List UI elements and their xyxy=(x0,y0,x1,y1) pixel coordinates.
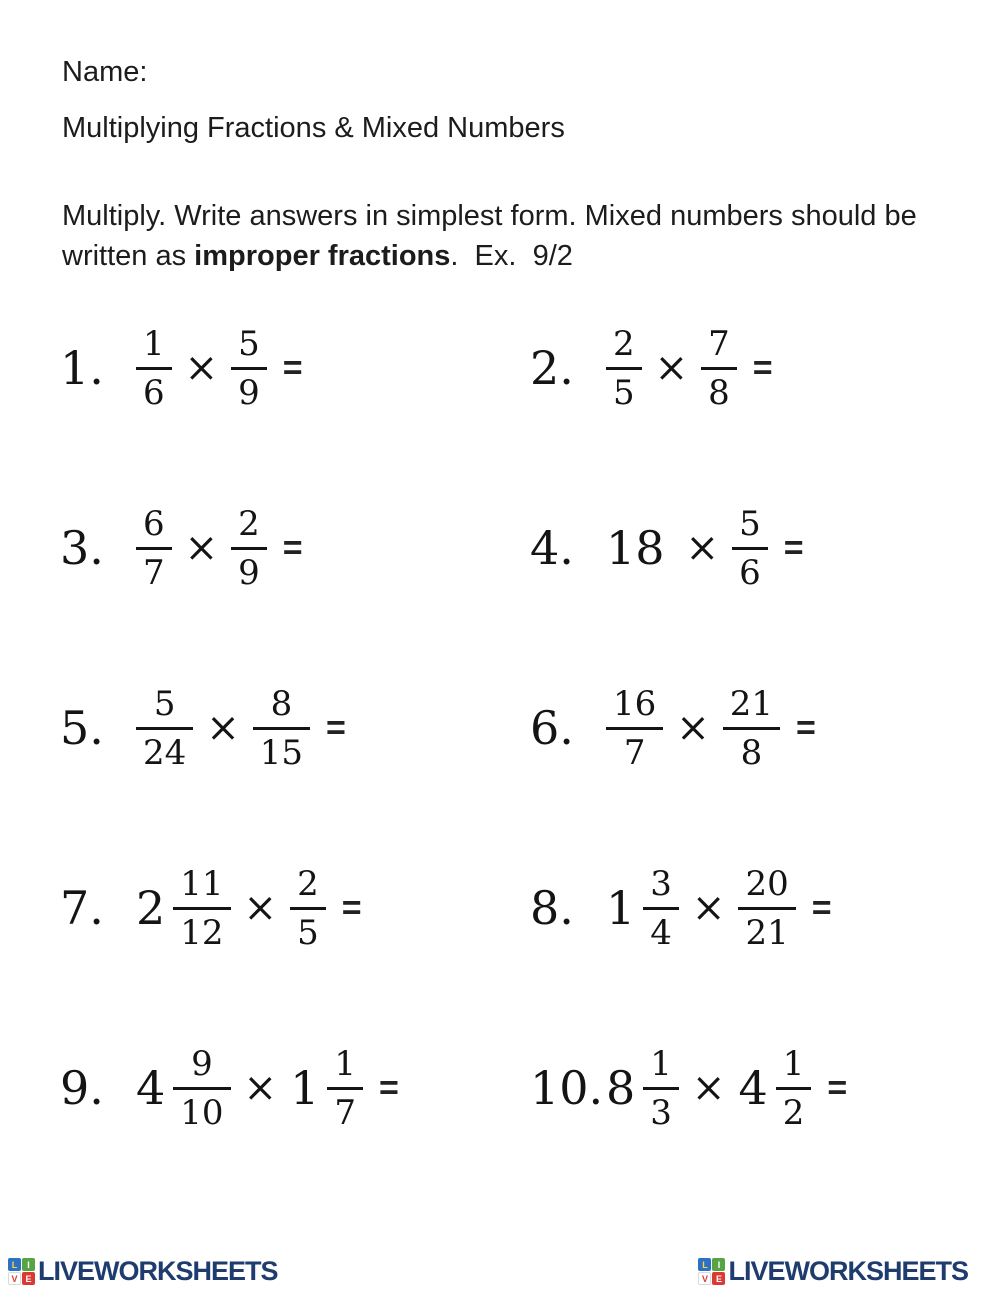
logo-tile-i: I xyxy=(22,1258,35,1271)
logo-tile-l: L xyxy=(698,1258,711,1271)
denominator: 7 xyxy=(136,547,172,590)
multiply-sign: × xyxy=(243,885,278,931)
problem-number: 9. xyxy=(60,1061,104,1115)
denominator: 15 xyxy=(253,727,310,770)
problem-5 xyxy=(60,638,530,818)
liveworksheets-icon xyxy=(8,1258,35,1285)
problem-expression xyxy=(606,863,832,953)
denominator: 9 xyxy=(231,547,267,590)
fraction xyxy=(643,1043,679,1133)
problem-number: 1. xyxy=(60,341,104,395)
liveworksheets-wordmark: LIVEWORKSHEETS xyxy=(38,1256,278,1286)
multiply-sign: × xyxy=(676,705,710,751)
problem-expression xyxy=(606,503,804,593)
problem-expression xyxy=(136,683,346,773)
problem-expression xyxy=(606,323,773,413)
liveworksheets-icon xyxy=(698,1258,725,1285)
whole-number: 1 xyxy=(290,1061,320,1115)
problem-9 xyxy=(60,998,530,1178)
whole-number: 4 xyxy=(136,1061,166,1115)
fraction xyxy=(231,503,267,593)
multiply-sign: × xyxy=(206,705,240,751)
multiply-sign: × xyxy=(184,525,219,571)
numerator: 8 xyxy=(270,683,293,724)
problem-number: 10. xyxy=(530,1061,604,1115)
logo-tile-l: L xyxy=(8,1258,21,1271)
logo-tile-v: V xyxy=(698,1272,711,1285)
numerator: 5 xyxy=(238,323,260,364)
instructions-bold-phrase: improper fractions xyxy=(194,240,451,272)
liveworksheets-wordmark: LIVEWORKSHEETS xyxy=(728,1256,968,1286)
problem-10 xyxy=(530,998,960,1178)
denominator: 7 xyxy=(606,727,663,770)
liveworksheets-logo-right xyxy=(698,1256,968,1287)
problem-3 xyxy=(60,458,530,638)
footer xyxy=(0,1256,1000,1287)
problem-8 xyxy=(530,818,960,998)
numerator: 2 xyxy=(238,503,260,544)
whole-number: 18 xyxy=(606,521,665,575)
problem-1 xyxy=(60,278,530,458)
denominator: 12 xyxy=(173,907,230,950)
numerator: 7 xyxy=(708,323,730,364)
numerator: 9 xyxy=(191,1043,213,1084)
numerator: 21 xyxy=(729,683,774,724)
equals-sign: = xyxy=(827,1069,848,1107)
worksheet-title: Multiplying Fractions & Mixed Numbers xyxy=(62,112,565,144)
problem-number: 7. xyxy=(60,881,104,935)
numerator: 1 xyxy=(782,1043,805,1084)
problem-2 xyxy=(530,278,960,458)
problems-grid xyxy=(60,278,960,1178)
problem-expression xyxy=(136,1043,399,1133)
problem-7 xyxy=(60,818,530,998)
problem-number: 2. xyxy=(530,341,574,395)
numerator: 20 xyxy=(745,863,789,904)
multiply-sign: × xyxy=(685,525,720,571)
fraction xyxy=(173,1043,230,1133)
numerator: 11 xyxy=(180,863,224,904)
fraction xyxy=(136,503,172,593)
equals-sign: = xyxy=(811,889,832,927)
equals-sign: = xyxy=(341,889,362,927)
instructions-line2-pre: written as xyxy=(62,240,195,272)
denominator: 2 xyxy=(776,1087,812,1130)
logo-tile-e: E xyxy=(22,1272,35,1285)
fraction xyxy=(643,863,679,953)
numerator: 3 xyxy=(650,863,672,904)
numerator: 1 xyxy=(143,323,165,364)
denominator: 8 xyxy=(723,727,780,770)
denominator: 10 xyxy=(173,1087,230,1130)
problem-number: 3. xyxy=(60,521,104,575)
denominator: 8 xyxy=(701,367,737,410)
numerator: 6 xyxy=(143,503,165,544)
denominator: 3 xyxy=(643,1087,679,1130)
instructions-line2-post: . Ex. 9/2 xyxy=(450,240,573,272)
fraction xyxy=(173,863,230,953)
name-label: Name: xyxy=(62,56,148,88)
numerator: 5 xyxy=(153,683,176,724)
liveworksheets-logo-left xyxy=(8,1256,278,1287)
whole-number: 8 xyxy=(606,1061,636,1115)
denominator: 6 xyxy=(136,367,172,410)
multiply-sign: × xyxy=(184,345,219,391)
multiply-sign: × xyxy=(243,1065,278,1111)
problem-number: 8. xyxy=(530,881,574,935)
fraction xyxy=(253,683,310,773)
fraction xyxy=(701,323,737,413)
numerator: 2 xyxy=(297,863,319,904)
multiply-sign: × xyxy=(654,345,689,391)
equals-sign: = xyxy=(378,1069,399,1107)
problem-number: 4. xyxy=(530,521,574,575)
problem-expression xyxy=(136,503,303,593)
numerator: 1 xyxy=(334,1043,356,1084)
instructions-line1: Multiply. Write answers in simplest form. Mixed numbers should be xyxy=(62,200,917,232)
denominator: 6 xyxy=(732,547,768,590)
numerator: 1 xyxy=(650,1043,672,1084)
problem-6 xyxy=(530,638,960,818)
denominator: 21 xyxy=(738,907,795,950)
fraction xyxy=(231,323,267,413)
denominator: 7 xyxy=(327,1087,363,1130)
equals-sign: = xyxy=(796,709,816,747)
fraction xyxy=(136,323,172,413)
numerator: 2 xyxy=(613,323,635,364)
fraction xyxy=(290,863,326,953)
logo-tile-i: I xyxy=(712,1258,725,1271)
whole-number: 2 xyxy=(136,881,166,935)
equals-sign: = xyxy=(282,349,303,387)
fraction xyxy=(723,683,780,773)
numerator: 5 xyxy=(739,503,761,544)
denominator: 4 xyxy=(643,907,679,950)
fraction xyxy=(738,863,795,953)
equals-sign: = xyxy=(783,529,804,567)
denominator: 9 xyxy=(231,367,267,410)
equals-sign: = xyxy=(282,529,303,567)
problem-expression xyxy=(136,863,362,953)
denominator: 5 xyxy=(606,367,642,410)
fraction xyxy=(327,1043,363,1133)
whole-number: 4 xyxy=(738,1061,768,1115)
problem-4 xyxy=(530,458,960,638)
fraction xyxy=(136,683,193,773)
denominator: 24 xyxy=(136,727,193,770)
fraction xyxy=(606,323,642,413)
equals-sign: = xyxy=(326,709,346,747)
multiply-sign: × xyxy=(691,885,726,931)
equals-sign: = xyxy=(752,349,773,387)
whole-number: 1 xyxy=(606,881,636,935)
instructions xyxy=(62,196,922,276)
fraction xyxy=(732,503,768,593)
denominator: 5 xyxy=(290,907,326,950)
problem-expression xyxy=(606,1043,848,1133)
fraction xyxy=(776,1043,812,1133)
logo-tile-e: E xyxy=(712,1272,725,1285)
multiply-sign: × xyxy=(691,1065,726,1111)
logo-tile-v: V xyxy=(8,1272,21,1285)
problem-expression xyxy=(606,683,816,773)
problem-expression xyxy=(136,323,303,413)
problem-number: 5. xyxy=(60,701,104,755)
fraction xyxy=(606,683,663,773)
numerator: 16 xyxy=(613,683,657,724)
problem-number: 6. xyxy=(530,701,574,755)
